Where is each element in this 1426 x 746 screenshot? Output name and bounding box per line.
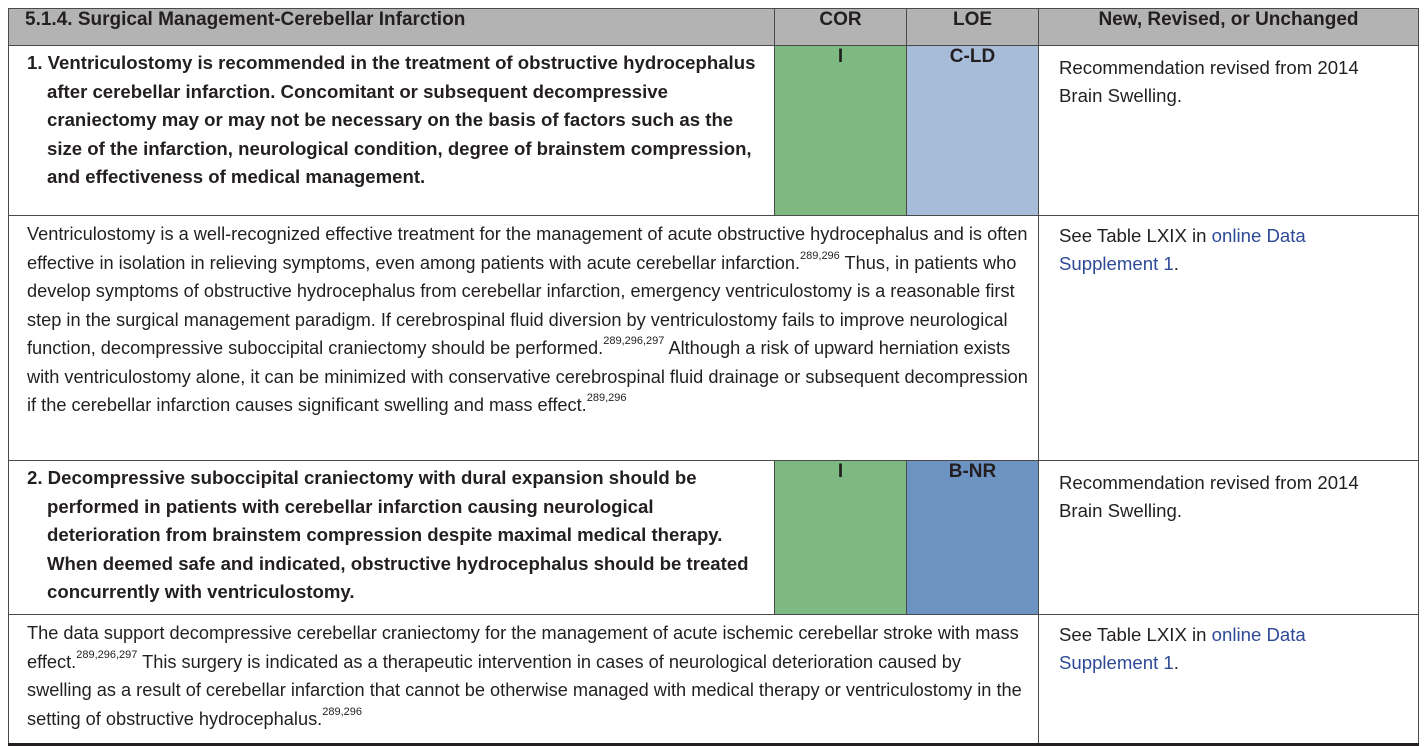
status-text: Recommendation revised from 2014 Brain Swelling. [1039, 46, 1419, 216]
supporting-text-segment: Thus, in patients who develop symptoms of obstructive hydrocephalus from cerebellar infarction, emergency ventriculostomy is a reasonable first step in the surgical management paradigm. If cerebrospinal fluid diversion by ventriculostomy fails to improve neurological function, decompressive suboccipital craniectomy should be performed. [27, 252, 1017, 358]
reference-superscript: 289,296 [800, 249, 840, 262]
online-data-supplement-link[interactable]: online Data Supplement 1 [1059, 624, 1306, 673]
recommendation-2-text: 2. Decompressive suboccipital craniectomy with dural expansion should be performed in patients with cerebellar infarction causing neurological deterioration from brainstem compression despite maximal medical therapy. When deemed safe and indicated, obstructive hydrocephalus should be treated concurrently with ventriculostomy. [27, 467, 749, 602]
recommendation-text [9, 461, 775, 615]
loe-header: LOE [907, 9, 1039, 46]
cor-header: COR [775, 9, 907, 46]
recommendation-table [8, 8, 1419, 746]
data-supplement-reference [1039, 216, 1419, 461]
supporting-text-segment: This surgery is indicated as a therapeutic intervention in cases of neurological deterioration caused by swelling as a result of cerebellar infarction that cannot be otherwise managed with medical therapy or ventriculostomy in the setting of obstructive hydrocephalus. [27, 651, 1022, 729]
supplement-suffix: . [1173, 652, 1179, 673]
supporting-text-segment: The data support decompressive cerebellar craniectomy for the management of acute ischemic cerebellar stroke with mass effect. [27, 623, 1019, 672]
supporting-text-segment: Although a risk of upward herniation exists with ventriculostomy alone, it can be minimized with conservative cerebrospinal fluid drainage or subsequent decompression if the cerebellar infarction causes significant swelling and mass effect. [27, 338, 1028, 415]
reference-superscript: 289,296,297 [76, 648, 138, 661]
supporting-text-segment: Ventriculostomy is a well-recognized effective treatment for the management of acute obstructive hydrocephalus and is often effective in isolation in relieving symptoms, even among patients with acute cerebellar infarction. [27, 224, 1028, 273]
loe-badge: B-NR [907, 461, 1039, 615]
supplement-prefix: See Table LXIX in [1059, 225, 1212, 246]
recommendation-1-text: 1. Ventriculostomy is recommended in the treatment of obstructive hydrocephalus after cerebellar infarction. Concomitant or subsequent decompressive craniectomy may or may not be necessary on the basis of factors such as the size of the infarction, neurological condition, degree of brainstem compression, and effectiveness of medical management. [27, 52, 756, 187]
reference-superscript: 289,296 [586, 392, 627, 404]
section-title: 5.1.4. Surgical Management-Cerebellar Infarction [9, 9, 775, 46]
online-data-supplement-link[interactable]: online Data Supplement 1 [1059, 225, 1306, 274]
recommendation-row [9, 461, 1419, 615]
supplement-suffix: . [1173, 253, 1179, 274]
supporting-text [9, 615, 1039, 745]
supporting-text [9, 216, 1039, 461]
cor-badge: I [775, 46, 907, 216]
reference-superscript: 289,296,297 [603, 335, 665, 347]
reference-superscript: 289,296 [322, 705, 362, 718]
status-text: Recommendation revised from 2014 Brain Swelling. [1039, 461, 1419, 615]
data-supplement-reference [1039, 615, 1419, 745]
recommendation-row [9, 46, 1419, 216]
cor-badge: I [775, 461, 907, 615]
status-header: New, Revised, or Unchanged [1039, 9, 1419, 46]
supporting-text-row [9, 615, 1419, 745]
supporting-text-row [9, 216, 1419, 461]
supplement-prefix: See Table LXIX in [1059, 624, 1212, 645]
header-row [9, 9, 1419, 46]
loe-badge: C-LD [907, 46, 1039, 216]
recommendation-text [9, 46, 775, 216]
